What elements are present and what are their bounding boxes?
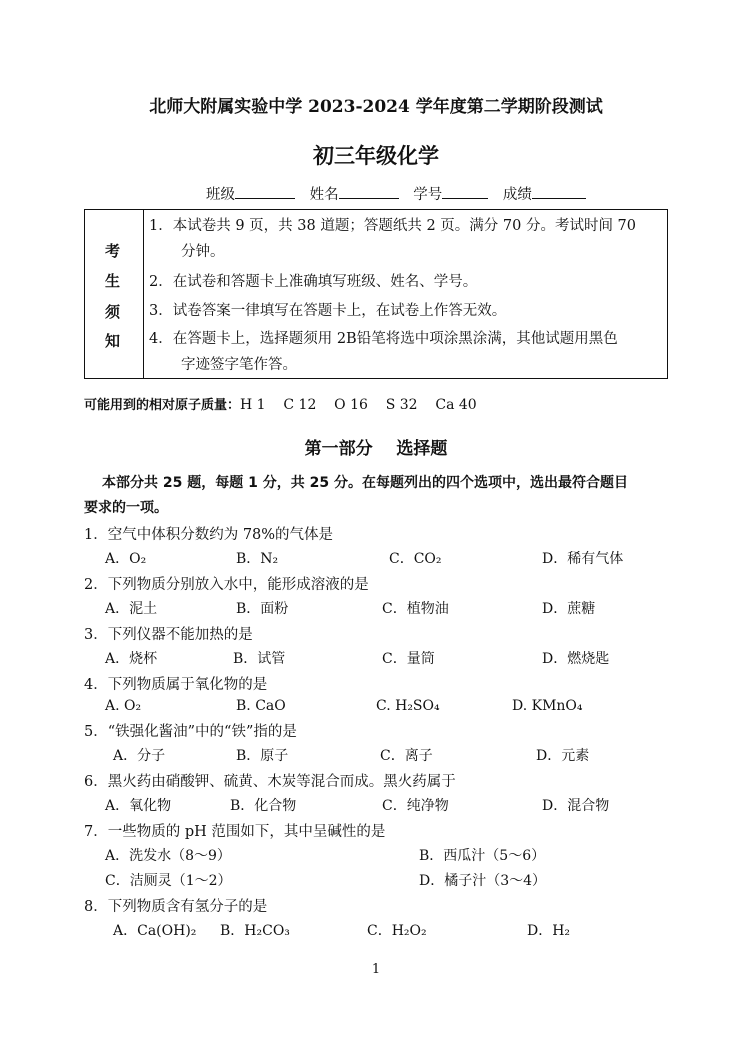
option: B．化合物 bbox=[230, 798, 297, 814]
question-stem: 5．“铁强化酱油”中的“铁”指的是 bbox=[84, 724, 297, 740]
atomic-mass-line bbox=[84, 394, 477, 413]
option: D. KMnO₄ bbox=[512, 698, 583, 714]
subject-title: 初三年级化学 bbox=[313, 143, 439, 168]
option: D．橘子汁（3～4） bbox=[419, 873, 547, 889]
question-stem: 7．一些物质的 pH 范围如下，其中呈碱性的是 bbox=[84, 824, 386, 840]
option: B．面粉 bbox=[236, 601, 289, 617]
option: B．试管 bbox=[233, 651, 286, 667]
option: C. H₂SO₄ bbox=[376, 698, 440, 714]
notice-side-char: 须 bbox=[105, 303, 121, 321]
question-stem: 2．下列物质分别放入水中，能形成溶液的是 bbox=[84, 577, 369, 593]
question-stem: 1．空气中体积分数约为 78%的气体是 bbox=[84, 527, 334, 543]
notice-item: 4．在答题卡上，选择题须用 2B铅笔将选中项涂黑涂满，其他试题用黑色 bbox=[149, 331, 618, 347]
question-stem: 4．下列物质属于氧化物的是 bbox=[84, 677, 268, 693]
option: C．CO₂ bbox=[389, 551, 442, 567]
option: A．O₂ bbox=[105, 551, 147, 567]
class-blank bbox=[235, 186, 295, 199]
student-id-blank bbox=[442, 186, 488, 199]
question-stem: 6．黑火药由硝酸钾、硫黄、木炭等混合而成。黑火药属于 bbox=[84, 774, 456, 790]
option: A．Ca(OH)₂ bbox=[113, 923, 197, 939]
notice-item: 1．本试卷共 9 页，共 38 道题；答题纸共 2 页。满分 70 分。考试时间 70 bbox=[149, 218, 637, 234]
score-label: 成绩 bbox=[502, 187, 532, 203]
notice-side-char: 生 bbox=[105, 272, 121, 290]
exam-notice-box bbox=[84, 209, 668, 379]
notice-side-char: 考 bbox=[105, 242, 121, 260]
option: A．洗发水（8～9） bbox=[105, 848, 231, 864]
option: B．H₂CO₃ bbox=[220, 923, 290, 939]
option: C．离子 bbox=[380, 748, 433, 764]
option: B．N₂ bbox=[236, 551, 279, 567]
option: A．分子 bbox=[113, 748, 166, 764]
option: C．量筒 bbox=[382, 651, 435, 667]
option: A．泥土 bbox=[105, 601, 158, 617]
option: B．原子 bbox=[236, 748, 289, 764]
option: D．混合物 bbox=[542, 798, 610, 814]
part-intro: 本部分共 25 题，每题 1 分，共 25 分。在每题列出的四个选项中，选出最符合题目 bbox=[102, 475, 628, 491]
student-info-line bbox=[206, 183, 596, 204]
page-number: 1 bbox=[371, 962, 381, 977]
name-label: 姓名 bbox=[309, 187, 339, 203]
question-stem: 3．下列仪器不能加热的是 bbox=[84, 627, 253, 643]
name-blank bbox=[339, 186, 399, 199]
option: A．氧化物 bbox=[105, 798, 172, 814]
notice-item: 分钟。 bbox=[181, 244, 225, 260]
notice-item: 字迹签字笔作答。 bbox=[181, 357, 297, 373]
option: C．纯净物 bbox=[382, 798, 449, 814]
part-intro: 要求的一项。 bbox=[84, 500, 168, 516]
option: D．燃烧匙 bbox=[542, 651, 610, 667]
exam-title: 北师大附属实验中学 2023-2024 学年度第二学期阶段测试 bbox=[149, 97, 603, 117]
atomic-mass-label: 可能用到的相对原子质量： bbox=[84, 398, 241, 413]
option: D．蔗糖 bbox=[542, 601, 596, 617]
question-stem: 8．下列物质含有氢分子的是 bbox=[84, 899, 268, 915]
atomic-mass-values: H 1 C 12 O 16 S 32 Ca 40 bbox=[240, 397, 477, 413]
notice-side-char: 知 bbox=[105, 332, 121, 350]
option: D．元素 bbox=[536, 748, 590, 764]
score-blank bbox=[532, 186, 586, 199]
option: A．烧杯 bbox=[105, 651, 158, 667]
option: B．西瓜汁（5～6） bbox=[419, 848, 546, 864]
option: A. O₂ bbox=[105, 698, 142, 714]
notice-divider bbox=[143, 210, 144, 378]
option: C．洁厕灵（1～2） bbox=[105, 873, 232, 889]
option: D．稀有气体 bbox=[542, 551, 624, 567]
part-title: 第一部分 选择题 bbox=[304, 439, 448, 459]
option: C．H₂O₂ bbox=[367, 923, 427, 939]
notice-item: 3．试卷答案一律填写在答题卡上，在试卷上作答无效。 bbox=[149, 303, 507, 319]
notice-item: 2．在试卷和答题卡上准确填写班级、姓名、学号。 bbox=[149, 274, 478, 290]
class-label: 班级 bbox=[206, 187, 235, 203]
option: D．H₂ bbox=[527, 923, 571, 939]
option: B. CaO bbox=[236, 698, 286, 714]
student-id-label: 学号 bbox=[413, 187, 443, 203]
option: C．植物油 bbox=[382, 601, 449, 617]
